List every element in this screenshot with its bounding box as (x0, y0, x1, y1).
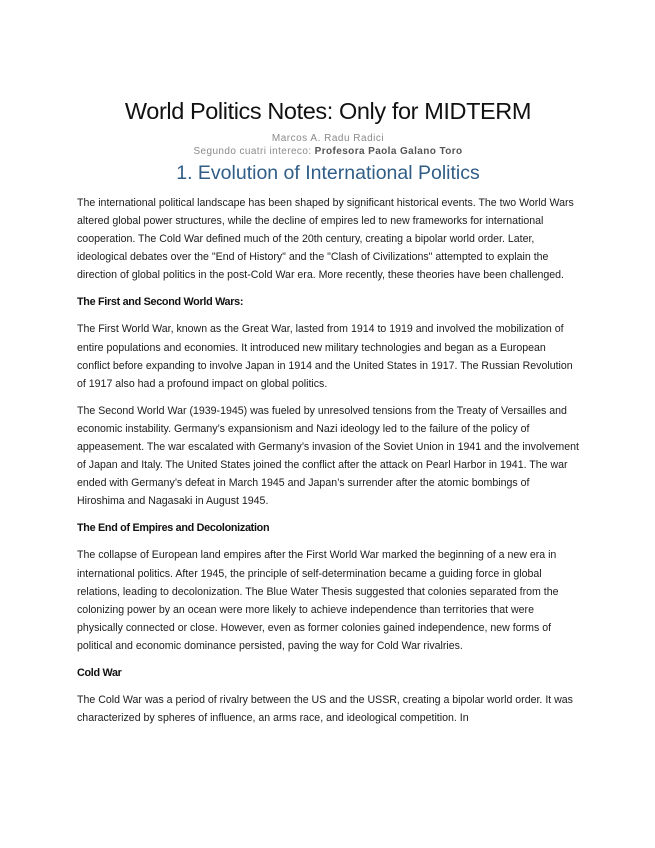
course-label: Segundo cuatri intereco: (193, 146, 315, 157)
second-world-war-paragraph: The Second World War (1939-1945) was fueled by unresolved tensions from the Treaty of Versailles and economic instability. Germany’s expansionism and Nazi ideology led to the failure of the policy of appeasement. The war escalated with Germany’s invasion of the Soviet Union in 1941 and the involvement of Japan and Italy. The United States joined the conflict after the attack on Pearl Harbor in 1941. The war ended with Germany’s defeat in March 1945 and Japan’s surrender after the atomic bombings of Hiroshima and Nagasaki in August 1945. (77, 404, 579, 508)
intro-paragraph: The international political landscape has been shaped by significant historical events. The two World Wars altered global power structures, while the decline of empires led to new frameworks for international cooperation. The Cold War defined much of the 20th century, creating a bipolar world order. Later, ideological debates over the "End of History" and the "Clash of Civilizations" attempted to explain the direction of global politics in the post-Cold War era. More recently, these theories have been challenged. (77, 197, 574, 282)
document-page (77, 96, 579, 736)
first-world-war-paragraph: The First World War, known as the Great War, lasted from 1914 to 1919 and involved the mobilization of entire populations and economies. It introduced new military technologies and began as a European conflict before expanding to involve Japan in 1914 and the United States in 1917. The Russian Revolution of 1917 also had a profound impact on global politics. (77, 323, 573, 390)
cold-war-paragraph: The Cold War was a period of rivalry between the US and the USSR, creating a bipolar world order. It was characterized by spheres of influence, an arms race, and ideological competition. In (77, 693, 573, 725)
decolonization-paragraph: The collapse of European land empires after the First World War marked the beginning of a new era in international politics. After 1945, the principle of self-determination became a guiding force in global relations, leading to decolonization. The Blue Water Thesis suggested that colonies separated from the colonizing power by an ocean were more likely to achieve independence than territories that were physically connected or close. However, even as former colonies gained independence, new forms of political and economic dominance persisted, paving the way for Cold War rivalries. (77, 549, 559, 652)
section-heading: 1. Evolution of International Politics (176, 162, 480, 184)
author-name: Marcos A. Radu Radici (271, 133, 385, 144)
document-title: World Politics Notes: Only for MIDTERM (124, 98, 532, 124)
course-subtitle (77, 145, 579, 158)
empires-heading: The End of Empires and Decolonization (77, 522, 270, 535)
world-wars-heading: The First and Second World Wars: (77, 296, 244, 309)
professor-name: Profesora Paola Galano Toro (314, 146, 463, 157)
cold-war-heading: Cold War (77, 666, 122, 679)
